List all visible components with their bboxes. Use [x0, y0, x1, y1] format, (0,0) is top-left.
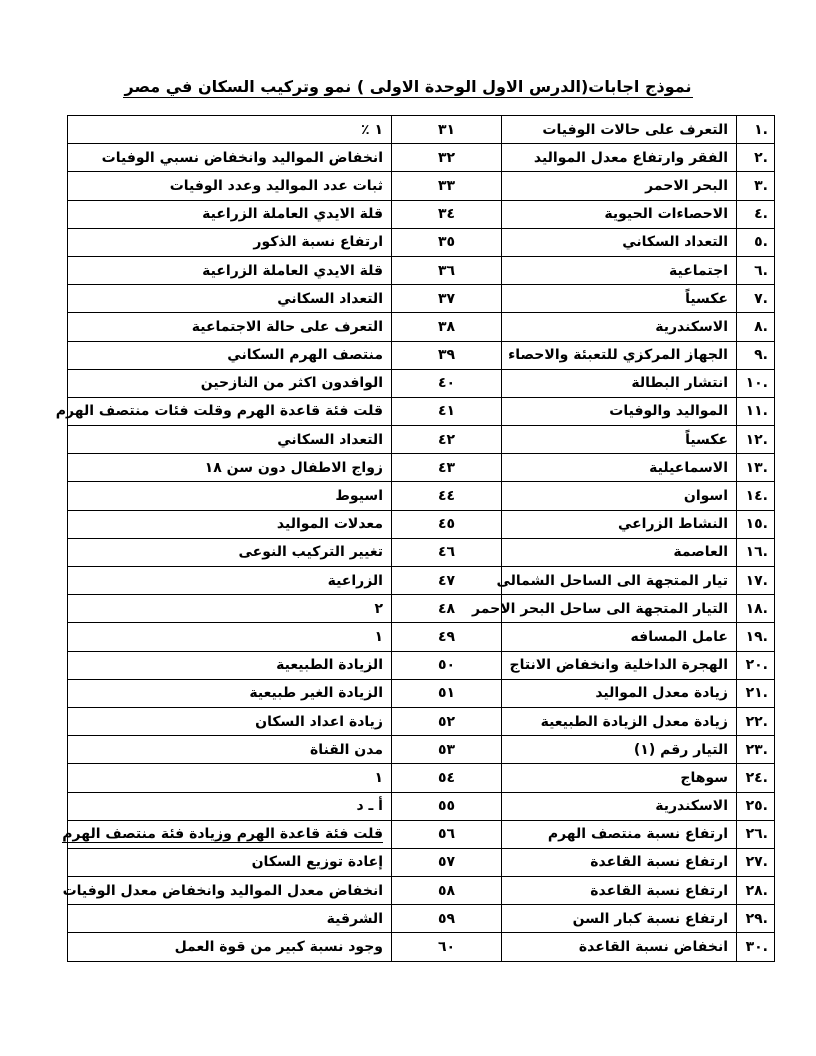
question-number-right: ٥١ — [392, 679, 502, 707]
question-number-left: .١٢ — [737, 426, 775, 454]
question-number-right: ٣٧ — [392, 285, 502, 313]
table-row — [68, 820, 775, 848]
page-title — [0, 74, 816, 100]
answer-left: انتشار البطالة — [502, 369, 737, 397]
answer-right: قلت فئة قاعدة الهرم وقلت فئات منتصف الهرم — [68, 397, 392, 425]
answer-left: التعرف على حالات الوفيات — [502, 116, 737, 144]
question-number-left: .٢١ — [737, 679, 775, 707]
question-number-right: ٣٥ — [392, 228, 502, 256]
table-row — [68, 595, 775, 623]
question-number-left: .٢٤ — [737, 764, 775, 792]
question-number-right: ٤٣ — [392, 454, 502, 482]
question-number-right: ٣١ — [392, 116, 502, 144]
answer-right: التعرف على حالة الاجتماعية — [68, 313, 392, 341]
question-number-left: .٣٠ — [737, 933, 775, 961]
answer-right: منتصف الهرم السكاني — [68, 341, 392, 369]
question-number-left: .٧ — [737, 285, 775, 313]
question-number-right: ٥٣ — [392, 736, 502, 764]
answer-right: انخفاض المواليد وانخفاض نسبي الوفيات — [68, 144, 392, 172]
answers-table — [55, 115, 775, 962]
answer-right-underlined-text: قلت فئة قاعدة الهرم وزيادة فئة منتصف الهرم — [62, 826, 383, 843]
table-row — [68, 313, 775, 341]
answer-left: ارتفاع نسبة منتصف الهرم — [502, 820, 737, 848]
table-row — [68, 426, 775, 454]
table-row — [68, 877, 775, 905]
answer-right: الزراعية — [68, 567, 392, 595]
answer-right: اسيوط — [68, 482, 392, 510]
answer-right: زيادة اعداد السكان — [68, 707, 392, 735]
question-number-right: ٥٦ — [392, 820, 502, 848]
answer-left: النشاط الزراعي — [502, 510, 737, 538]
answer-right: انخفاض معدل المواليد وانخفاض معدل الوفيات — [68, 877, 392, 905]
table-row — [68, 454, 775, 482]
question-number-left: .٨ — [737, 313, 775, 341]
table-row — [68, 256, 775, 284]
answer-right: معدلات المواليد — [68, 510, 392, 538]
question-number-left: .١٦ — [737, 538, 775, 566]
table-row — [68, 285, 775, 313]
question-number-right: ٤٦ — [392, 538, 502, 566]
question-number-left: .٢٢ — [737, 707, 775, 735]
answer-right: إعادة توزيع السكان — [68, 848, 392, 876]
answer-right: ١ — [68, 623, 392, 651]
answer-left: التيار رقم (١) — [502, 736, 737, 764]
answer-right: الزيادة الطبيعية — [68, 651, 392, 679]
question-number-left: .٤ — [737, 200, 775, 228]
table-row — [68, 172, 775, 200]
answer-left: زيادة معدل الزيادة الطبيعية — [502, 707, 737, 735]
answer-left: انخفاض نسبة القاعدة — [502, 933, 737, 961]
question-number-left: .٢٨ — [737, 877, 775, 905]
answer-left: تيار المتجهة الى الساحل الشمالى — [502, 567, 737, 595]
table-row — [68, 510, 775, 538]
question-number-right: ٣٤ — [392, 200, 502, 228]
answer-left: البحر الاحمر — [502, 172, 737, 200]
answer-left: ارتفاع نسبة القاعدة — [502, 848, 737, 876]
question-number-right: ٥٤ — [392, 764, 502, 792]
question-number-left: .٢٩ — [737, 905, 775, 933]
answer-right: تغيير التركيب النوعى — [68, 538, 392, 566]
question-number-left: .١ — [737, 116, 775, 144]
answer-right: ١ — [68, 764, 392, 792]
table-row — [68, 397, 775, 425]
question-number-right: ٤٠ — [392, 369, 502, 397]
question-number-left: .٦ — [737, 256, 775, 284]
question-number-right: ٣٨ — [392, 313, 502, 341]
table-row — [68, 764, 775, 792]
answer-right: قلة الايدي العاملة الزراعية — [68, 200, 392, 228]
answer-left: ارتفاع نسبة كبار السن — [502, 905, 737, 933]
question-number-right: ٣٦ — [392, 256, 502, 284]
answer-right: زواج الاطفال دون سن ١٨ — [68, 454, 392, 482]
question-number-left: .١١ — [737, 397, 775, 425]
answer-right: مدن القناة — [68, 736, 392, 764]
question-number-right: ٥٢ — [392, 707, 502, 735]
table-row — [68, 144, 775, 172]
answer-right: ١ ٪ — [68, 116, 392, 144]
question-number-right: ٤٢ — [392, 426, 502, 454]
answer-right: التعداد السكاني — [68, 285, 392, 313]
table-row — [68, 369, 775, 397]
answer-right: التعداد السكاني — [68, 426, 392, 454]
answer-left: الاحصاءات الحيوية — [502, 200, 737, 228]
question-number-left: .١٧ — [737, 567, 775, 595]
question-number-left: .٢٣ — [737, 736, 775, 764]
answer-left: الفقر وارتفاع معدل المواليد — [502, 144, 737, 172]
question-number-left: .١٩ — [737, 623, 775, 651]
question-number-right: ٥٠ — [392, 651, 502, 679]
answer-left: الاسماعيلية — [502, 454, 737, 482]
table-row — [68, 482, 775, 510]
table-row — [68, 679, 775, 707]
question-number-right: ٦٠ — [392, 933, 502, 961]
question-number-left: .١٥ — [737, 510, 775, 538]
answer-left: التعداد السكاني — [502, 228, 737, 256]
table-row — [68, 200, 775, 228]
question-number-right: ٥٩ — [392, 905, 502, 933]
table-row — [68, 341, 775, 369]
question-number-right: ٥٧ — [392, 848, 502, 876]
question-number-left: .٢٥ — [737, 792, 775, 820]
question-number-left: .٢٦ — [737, 820, 775, 848]
table-row — [68, 905, 775, 933]
question-number-right: ٤٤ — [392, 482, 502, 510]
answer-right: قلة الايدي العاملة الزراعية — [68, 256, 392, 284]
answer-right: أ ـ د — [68, 792, 392, 820]
answer-right: الوافدون اكثر من النازحين — [68, 369, 392, 397]
question-number-left: .٢٠ — [737, 651, 775, 679]
table-row — [68, 848, 775, 876]
answer-right: ٢ — [68, 595, 392, 623]
question-number-right: ٥٥ — [392, 792, 502, 820]
answer-right: ارتفاع نسبة الذكور — [68, 228, 392, 256]
question-number-left: .١٨ — [737, 595, 775, 623]
table-row — [68, 538, 775, 566]
answers-table-body — [55, 116, 775, 962]
question-number-left: .٢٧ — [737, 848, 775, 876]
question-number-left: .٩ — [737, 341, 775, 369]
answer-left: عامل المسافه — [502, 623, 737, 651]
question-number-right: ٥٨ — [392, 877, 502, 905]
answer-right: الزيادة الغير طبيعية — [68, 679, 392, 707]
question-number-left: .١٠ — [737, 369, 775, 397]
table-row — [68, 707, 775, 735]
table-row — [68, 651, 775, 679]
answer-left: العاصمة — [502, 538, 737, 566]
table-row — [68, 623, 775, 651]
answer-left: الجهاز المركزي للتعبئة والاحصاء — [502, 341, 737, 369]
answer-left: عكسياً — [502, 285, 737, 313]
answer-left: اسوان — [502, 482, 737, 510]
answer-left: اجتماعية — [502, 256, 737, 284]
answer-left: عكسياً — [502, 426, 737, 454]
table-row — [68, 116, 775, 144]
question-number-right: ٤٧ — [392, 567, 502, 595]
question-number-left: .٣ — [737, 172, 775, 200]
answer-left: المواليد والوفيات — [502, 397, 737, 425]
answer-left: زيادة معدل المواليد — [502, 679, 737, 707]
answer-right: الشرقية — [68, 905, 392, 933]
answer-right — [62, 820, 392, 848]
table-row — [68, 567, 775, 595]
answer-left: التيار المتجهة الى ساحل البحر الاحمر — [502, 595, 737, 623]
question-number-right: ٣٢ — [392, 144, 502, 172]
answer-left: الاسكندرية — [502, 313, 737, 341]
answer-left: الاسكندرية — [502, 792, 737, 820]
answer-left: ارتفاع نسبة القاعدة — [502, 877, 737, 905]
answer-right: ثبات عدد المواليد وعدد الوفيات — [68, 172, 392, 200]
question-number-left: .٢ — [737, 144, 775, 172]
table-row — [68, 792, 775, 820]
table-row — [68, 736, 775, 764]
answer-left: الهجرة الداخلية وانخفاض الانتاج — [502, 651, 737, 679]
question-number-left: .١٣ — [737, 454, 775, 482]
table-row — [68, 933, 775, 961]
question-number-right: ٤٩ — [392, 623, 502, 651]
table-row — [68, 228, 775, 256]
answer-left: سوهاج — [502, 764, 737, 792]
question-number-right: ٤٨ — [392, 595, 502, 623]
question-number-left: .١٤ — [737, 482, 775, 510]
question-number-right: ٤٥ — [392, 510, 502, 538]
question-number-left: .٥ — [737, 228, 775, 256]
answer-right: وجود نسبة كبير من قوة العمل — [68, 933, 392, 961]
question-number-right: ٣٣ — [392, 172, 502, 200]
page-title-text: نموذج اجابات(الدرس الاول الوحدة الاولى ) نمو وتركيب السكان في مصر — [124, 77, 692, 96]
question-number-right: ٣٩ — [392, 341, 502, 369]
question-number-right: ٤١ — [392, 397, 502, 425]
